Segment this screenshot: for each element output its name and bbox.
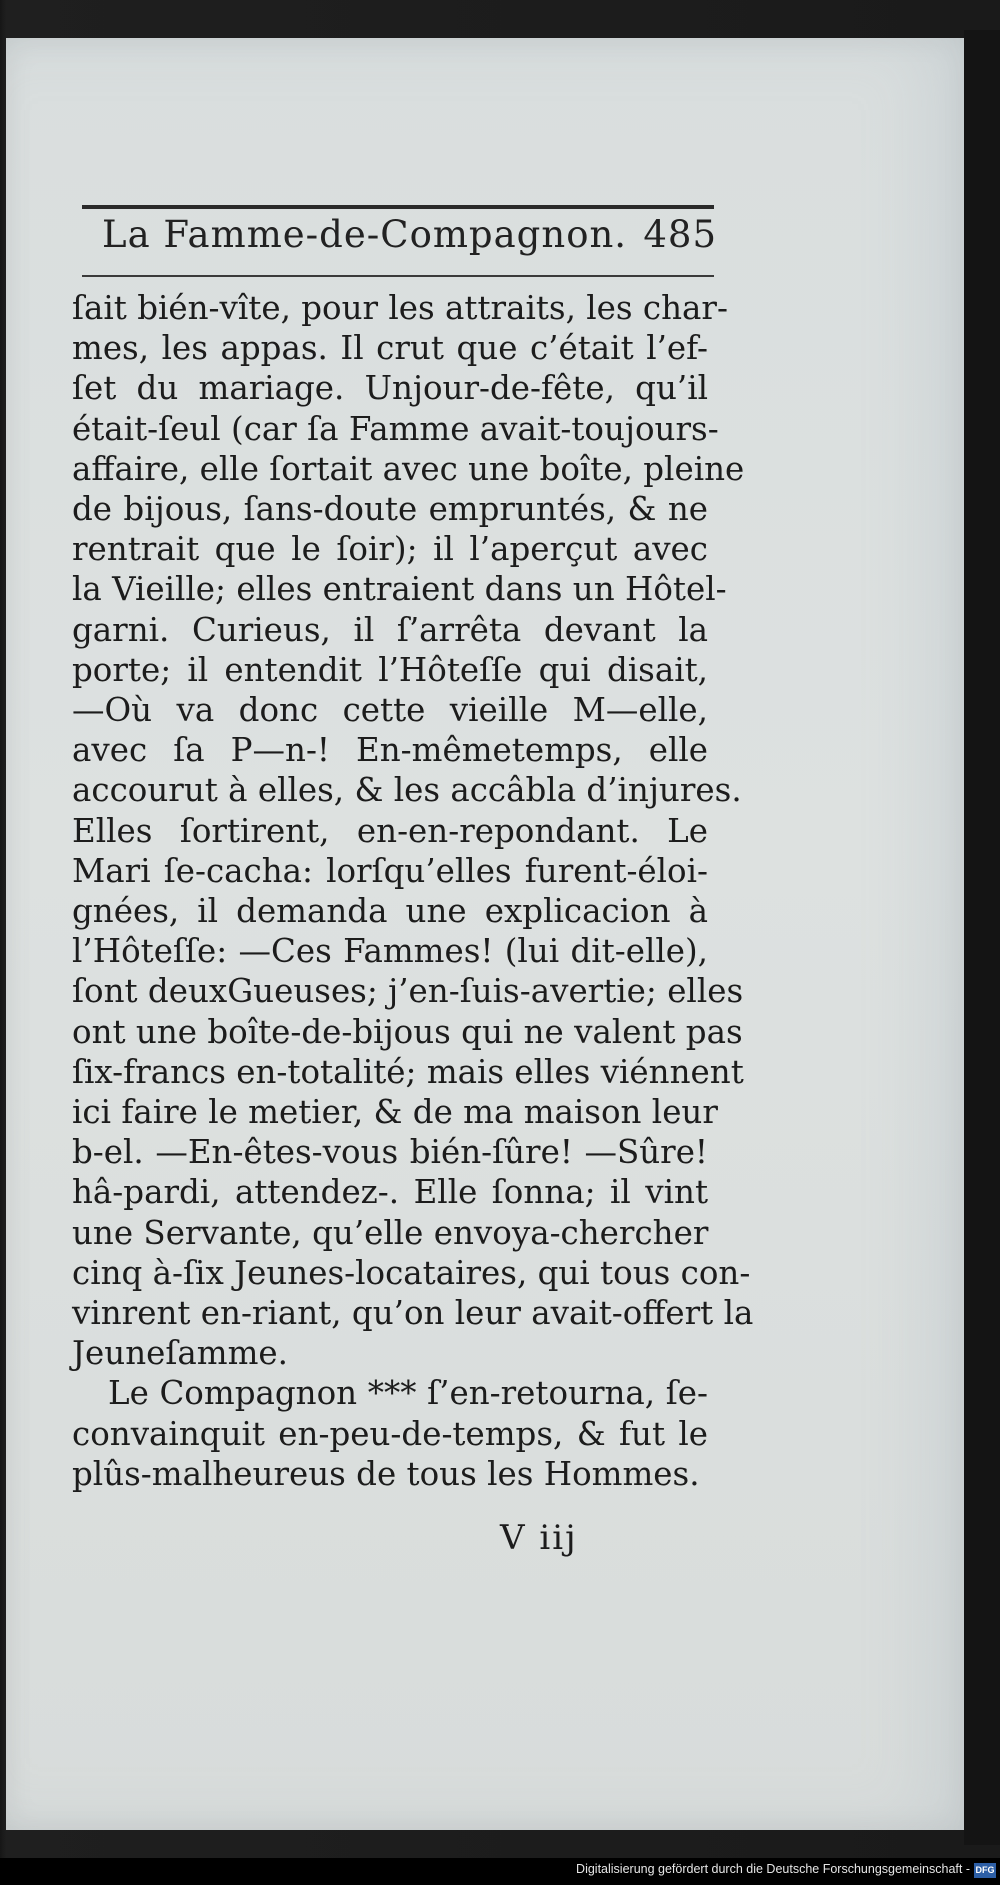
- text-line: Mari ſe-cacha: lorſqu’elles furent-éloi-: [72, 851, 708, 890]
- text-line: cinq à-ſix Jeunes-locataires, qui tous con-: [72, 1253, 751, 1292]
- header-rule-bottom: [82, 275, 714, 277]
- running-title: La Famme-de-Compagnon.: [102, 213, 628, 256]
- text-line: plûs-malheureus de tous les Hommes.: [72, 1454, 700, 1493]
- text-line: —Où va donc cette vieille M—elle,: [72, 691, 708, 730]
- text-line: garni. Curieus, il ſ’arrêta devant la: [72, 610, 708, 649]
- text-line: ſait bién-vîte, pour les attraits, les char-: [72, 289, 728, 327]
- text-line: une Servante, qu’elle envoya-chercher: [72, 1213, 709, 1252]
- page-number: 485: [643, 213, 717, 256]
- text-line: ſont deuxGueuses; j’en-ſuis-avertie; elles: [72, 972, 744, 1011]
- text-line: ont une boîte-de-bijous qui ne valent pas: [72, 1012, 743, 1051]
- text-line: porte; il entendit l’Hôteſſe qui disait,: [72, 650, 708, 689]
- text-line: Elles ſortirent, en-en-repondant. Le: [72, 811, 708, 850]
- running-head: [102, 213, 717, 256]
- text-line: Jeuneſamme.: [72, 1334, 288, 1373]
- text-line: ici faire le metier, & de ma maison leur: [72, 1093, 718, 1132]
- body-text: [72, 288, 754, 1494]
- text-line: de bijous, ſans-doute empruntés, & ne: [72, 490, 708, 529]
- text-line: la Vieille; elles entraient dans un Hôtel-: [72, 570, 727, 609]
- text-line: ſix-francs en-totalité; mais elles viénnent: [72, 1052, 744, 1091]
- header-rule-top: [82, 205, 714, 209]
- dfg-logo-icon: DFG: [974, 1863, 996, 1878]
- text-line: convainquit en-peu-de-temps, & fut le: [72, 1414, 708, 1453]
- text-line: accourut à elles, & les accâbla d’injures.: [72, 771, 742, 810]
- text-line: l’Hôteſſe: —Ces Fammes! (lui dit-elle),: [72, 932, 708, 971]
- footer-credit: Digitalisierung gefördert durch die Deutsche Forschungsgemeinschaft -: [576, 1862, 970, 1876]
- scan-edge: [964, 30, 1000, 1845]
- signature-mark: V iij: [500, 1518, 578, 1558]
- text-line: affaire, elle ſortait avec une boîte, pleine: [72, 449, 745, 488]
- text-line: gnées, il demanda une explicacion à: [72, 892, 708, 931]
- text-line: b-el. —En-êtes-vous bién-ſûre! —Sûre!: [72, 1133, 708, 1172]
- text-line: était-ſeul (car ſa Famme avait-toujours-: [72, 409, 719, 448]
- text-line: avec ſa P—n-! En-mêmetemps, elle: [72, 731, 708, 770]
- text-line: Le Compagnon *** ſ’en-retourna, ſe-: [108, 1374, 708, 1413]
- text-line: rentrait que le ſoir); il l’aperçut avec: [72, 530, 708, 569]
- digitization-footer: [0, 1858, 1000, 1885]
- text-line: vinrent en-riant, qu’on leur avait-offert la: [72, 1294, 754, 1333]
- text-line: hâ-pardi, attendez-. Elle ſonna; il vint: [72, 1173, 708, 1212]
- text-line: ſet du mariage. Unjour-de-fête, qu’il: [72, 369, 708, 408]
- text-line: mes, les appas. Il crut que c’était l’ef-: [72, 329, 708, 368]
